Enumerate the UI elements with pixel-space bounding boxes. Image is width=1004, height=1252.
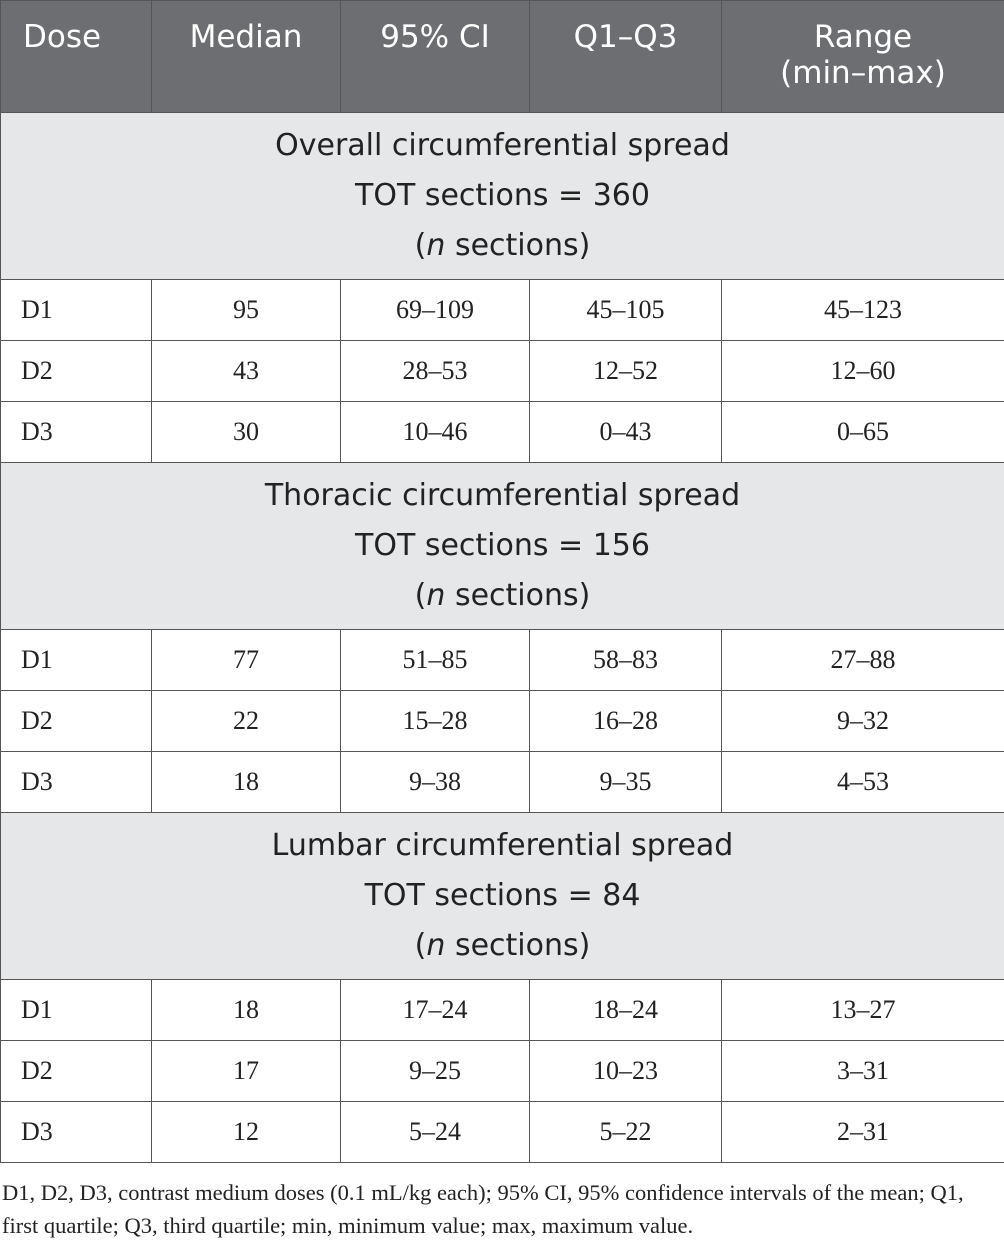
cell-median: 30 xyxy=(152,402,341,463)
cell-range: 9–32 xyxy=(722,691,1004,752)
cell-median: 12 xyxy=(152,1102,341,1163)
cell-quartiles: 0–43 xyxy=(530,402,722,463)
cell-ci: 51–85 xyxy=(341,630,530,691)
cell-dose: D1 xyxy=(1,280,152,341)
header-dose: Dose xyxy=(1,1,152,113)
table-row xyxy=(1,630,1004,691)
cell-ci: 15–28 xyxy=(341,691,530,752)
table-row xyxy=(1,1102,1004,1163)
cell-range: 45–123 xyxy=(722,280,1004,341)
section-title: Thoracic circumferential spread xyxy=(264,478,741,513)
section-title: Lumbar circumferential spread xyxy=(271,828,734,863)
cell-ci: 69–109 xyxy=(341,280,530,341)
section-n: n xyxy=(426,228,446,263)
cell-dose: D3 xyxy=(1,1102,152,1163)
cell-median: 18 xyxy=(152,980,341,1041)
section-total: TOT sections = 84 xyxy=(364,878,641,913)
section-total: TOT sections = 360 xyxy=(355,178,650,213)
cell-dose: D2 xyxy=(1,1041,152,1102)
cell-dose: D1 xyxy=(1,630,152,691)
section-title: Overall circumferential spread xyxy=(275,128,730,163)
cell-dose: D2 xyxy=(1,691,152,752)
cell-range: 12–60 xyxy=(722,341,1004,402)
table-row xyxy=(1,980,1004,1041)
cell-range: 13–27 xyxy=(722,980,1004,1041)
section-n-label: sections) xyxy=(445,228,591,263)
header-ci: 95% CI xyxy=(341,1,530,113)
table-row xyxy=(1,691,1004,752)
section-n-label: sections) xyxy=(445,578,591,613)
cell-range: 3–31 xyxy=(722,1041,1004,1102)
cell-ci: 28–53 xyxy=(341,341,530,402)
cell-quartiles: 5–22 xyxy=(530,1102,722,1163)
cell-median: 95 xyxy=(152,280,341,341)
section-n-label: sections) xyxy=(445,928,591,963)
cell-range: 27–88 xyxy=(722,630,1004,691)
section-header-thoracic: Thoracic circumferential spread TOT sections = 156 (n sections) xyxy=(1,463,1004,630)
cell-quartiles: 45–105 xyxy=(530,280,722,341)
header-range-line2: (min–max) xyxy=(780,55,946,91)
cell-ci: 5–24 xyxy=(341,1102,530,1163)
header-range xyxy=(722,1,1004,113)
cell-quartiles: 12–52 xyxy=(530,341,722,402)
table-row xyxy=(1,280,1004,341)
cell-median: 43 xyxy=(152,341,341,402)
cell-ci: 9–25 xyxy=(341,1041,530,1102)
cell-quartiles: 16–28 xyxy=(530,691,722,752)
cell-quartiles: 18–24 xyxy=(530,980,722,1041)
cell-dose: D1 xyxy=(1,980,152,1041)
cell-quartiles: 9–35 xyxy=(530,752,722,813)
cell-range: 0–65 xyxy=(722,402,1004,463)
section-n: n xyxy=(426,578,446,613)
table-footnote: D1, D2, D3, contrast medium doses (0.1 mL/kg each); 95% CI, 95% confidence intervals of the mean; Q1, first quartile; Q3, third quartile; min, minimum value; max, maximum value. xyxy=(2,1180,964,1238)
cell-ci: 10–46 xyxy=(341,402,530,463)
cell-ci: 17–24 xyxy=(341,980,530,1041)
header-median: Median xyxy=(152,1,341,113)
cell-median: 17 xyxy=(152,1041,341,1102)
cell-median: 77 xyxy=(152,630,341,691)
table-row xyxy=(1,1041,1004,1102)
cell-median: 22 xyxy=(152,691,341,752)
table-row xyxy=(1,402,1004,463)
cell-dose: D3 xyxy=(1,752,152,813)
table-row xyxy=(1,752,1004,813)
section-header-overall: Overall circumferential spread TOT sections = 360 (n sections) xyxy=(1,113,1004,280)
header-range-line1: Range xyxy=(813,19,913,55)
cell-dose: D3 xyxy=(1,402,152,463)
section-total: TOT sections = 156 xyxy=(355,528,650,563)
cell-range: 2–31 xyxy=(722,1102,1004,1163)
header-row xyxy=(1,1,1004,113)
cell-dose: D2 xyxy=(1,341,152,402)
cell-median: 18 xyxy=(152,752,341,813)
cell-range: 4–53 xyxy=(722,752,1004,813)
cell-quartiles: 10–23 xyxy=(530,1041,722,1102)
cell-quartiles: 58–83 xyxy=(530,630,722,691)
section-n: n xyxy=(426,928,446,963)
cell-ci: 9–38 xyxy=(341,752,530,813)
header-quartiles: Q1–Q3 xyxy=(530,1,722,113)
table-row xyxy=(1,341,1004,402)
section-header-lumbar: Lumbar circumferential spread TOT sections = 84 (n sections) xyxy=(1,813,1004,980)
